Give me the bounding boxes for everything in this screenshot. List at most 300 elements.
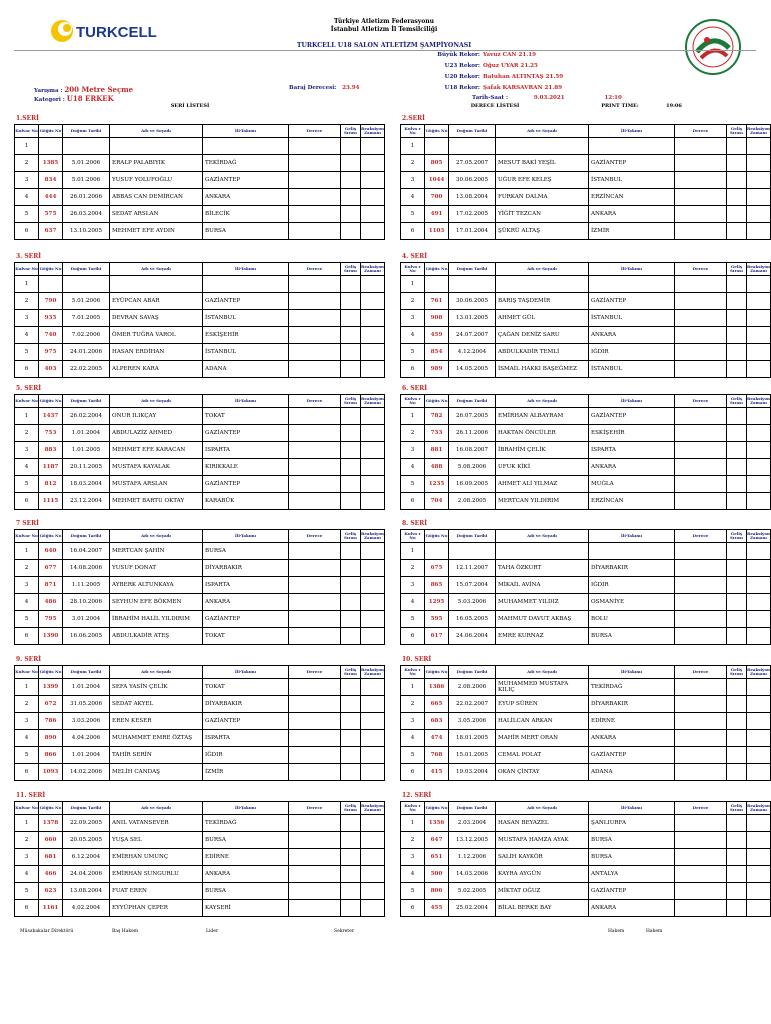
column-header: Geliş Sırası <box>727 666 747 679</box>
table-row <box>401 747 771 764</box>
club-cell: İSTANBUL <box>589 361 675 378</box>
lane-cell: 3 <box>401 310 425 327</box>
dob-cell: 20.05.2005 <box>63 832 110 849</box>
column-header: İli-Takımı <box>589 125 675 138</box>
reaction-cell <box>361 611 385 628</box>
table-row <box>15 442 385 459</box>
dob-cell: 5.01.2006 <box>63 155 110 172</box>
result-cell <box>675 815 727 832</box>
reaction-cell <box>361 696 385 713</box>
place-cell <box>341 223 361 240</box>
reaction-cell <box>361 476 385 493</box>
table-row <box>15 543 385 560</box>
lane-cell: 1 <box>401 679 425 696</box>
place-cell <box>727 900 747 917</box>
bib-cell: 637 <box>39 223 63 240</box>
name-cell: EMİRHAN ALBAYRAM <box>496 408 589 425</box>
table-row <box>401 815 771 832</box>
table-row <box>15 611 385 628</box>
dob-cell: 1.01.2005 <box>63 442 110 459</box>
series-title: 11. SERİ <box>16 792 46 799</box>
table-row <box>401 327 771 344</box>
column-header: Derece <box>675 395 727 408</box>
club-cell: TOKAT <box>203 679 289 696</box>
table-row <box>401 189 771 206</box>
reaction-cell <box>747 900 771 917</box>
dob-cell: 26.02.2004 <box>63 408 110 425</box>
bib-cell: 795 <box>39 611 63 628</box>
column-header: Geliş Sırası <box>727 263 747 276</box>
name-cell: UFUK KİKİ <box>496 459 589 476</box>
dob-cell: 26.01.2006 <box>63 189 110 206</box>
result-cell <box>289 189 341 206</box>
dob-cell: 18.01.2005 <box>449 730 496 747</box>
bib-cell: 935 <box>39 310 63 327</box>
dob-cell: 24.01.2006 <box>63 344 110 361</box>
lane-cell: 2 <box>401 696 425 713</box>
dob-cell: 13.08.2004 <box>63 883 110 900</box>
dob-cell: 28.10.2006 <box>63 594 110 611</box>
lane-cell: 6 <box>15 628 39 645</box>
place-cell <box>727 611 747 628</box>
result-cell <box>289 172 341 189</box>
column-header: Derece <box>675 530 727 543</box>
reaction-cell <box>747 594 771 611</box>
club-cell: BURSA <box>589 628 675 645</box>
club-cell: İSTANBUL <box>203 310 289 327</box>
bib-cell: 806 <box>425 883 449 900</box>
column-header: Reaksiyon Zamanı <box>361 125 385 138</box>
name-cell: EYUP SÜREN <box>496 696 589 713</box>
result-cell <box>289 815 341 832</box>
bib-cell <box>39 276 63 293</box>
bib-cell: 486 <box>39 594 63 611</box>
reaction-cell <box>361 730 385 747</box>
bib-cell: 881 <box>425 442 449 459</box>
lane-cell: 1 <box>401 138 425 155</box>
place-cell <box>727 866 747 883</box>
club-cell <box>589 276 675 293</box>
lane-cell: 5 <box>401 476 425 493</box>
place-cell <box>341 560 361 577</box>
reaction-cell <box>361 747 385 764</box>
reaction-cell <box>747 206 771 223</box>
place-cell <box>727 310 747 327</box>
series-table <box>400 529 771 645</box>
result-cell <box>675 327 727 344</box>
print-time-value: 19:06 <box>666 103 682 109</box>
dob-cell: 5.01.2006 <box>63 172 110 189</box>
bib-cell: 975 <box>39 344 63 361</box>
dob-cell: 25.02.2004 <box>449 900 496 917</box>
result-cell <box>289 900 341 917</box>
result-cell <box>675 577 727 594</box>
lane-cell: 5 <box>401 206 425 223</box>
place-cell <box>727 696 747 713</box>
place-cell <box>727 747 747 764</box>
lane-cell: 2 <box>15 560 39 577</box>
lane-cell: 6 <box>401 223 425 240</box>
table-row <box>15 560 385 577</box>
table-row <box>401 276 771 293</box>
lane-cell: 4 <box>15 730 39 747</box>
bib-cell: 1161 <box>39 900 63 917</box>
series-table <box>14 262 385 378</box>
place-cell <box>341 408 361 425</box>
table-row <box>15 713 385 730</box>
lane-cell: 6 <box>15 493 39 510</box>
lane-cell: 4 <box>401 594 425 611</box>
name-cell: HALİLCAN ARKAN <box>496 713 589 730</box>
lane-cell: 6 <box>15 900 39 917</box>
reaction-cell <box>747 611 771 628</box>
table-row <box>401 155 771 172</box>
column-header: Doğum Tarihi <box>449 395 496 408</box>
club-cell: İZMİR <box>589 223 675 240</box>
bib-cell: 761 <box>425 293 449 310</box>
place-cell <box>341 327 361 344</box>
result-cell <box>675 764 727 781</box>
place-cell <box>727 713 747 730</box>
column-header: Reaksiyon Zamanı <box>361 530 385 543</box>
column-header: Kulvar No <box>15 263 39 276</box>
result-cell <box>289 866 341 883</box>
bib-cell: 1235 <box>425 476 449 493</box>
name-cell: EREN KESER <box>110 713 203 730</box>
name-cell: KAYRA AYGÜN <box>496 866 589 883</box>
lane-cell: 6 <box>401 628 425 645</box>
place-cell <box>341 849 361 866</box>
table-row <box>401 459 771 476</box>
place-cell <box>727 730 747 747</box>
column-header: Kulvar No <box>15 125 39 138</box>
series-section <box>400 384 770 510</box>
club-cell: GAZİANTEP <box>589 883 675 900</box>
bib-cell: 660 <box>39 832 63 849</box>
column-header: İli-Takımı <box>589 802 675 815</box>
series-section <box>400 791 770 917</box>
club-cell: ANKARA <box>589 730 675 747</box>
place-cell <box>727 344 747 361</box>
result-cell <box>675 138 727 155</box>
column-header: Doğum Tarihi <box>63 125 110 138</box>
place-cell <box>341 310 361 327</box>
result-cell <box>675 408 727 425</box>
place-cell <box>341 293 361 310</box>
name-cell: ABDULKADİR ATEŞ <box>110 628 203 645</box>
club-cell: ESKİŞEHİR <box>203 327 289 344</box>
column-header: Geliş Sırası <box>727 395 747 408</box>
bib-cell: 1356 <box>425 815 449 832</box>
name-cell: EMRE KURNAZ <box>496 628 589 645</box>
series-section <box>14 384 384 510</box>
lane-cell: 3 <box>401 849 425 866</box>
dob-cell: 26.03.2004 <box>63 206 110 223</box>
result-cell <box>675 696 727 713</box>
lane-cell: 5 <box>15 206 39 223</box>
place-cell <box>341 594 361 611</box>
column-header: Derece <box>675 802 727 815</box>
result-cell <box>289 764 341 781</box>
footer-director: Müsabakalar Direktörü <box>20 929 74 934</box>
place-cell <box>341 696 361 713</box>
series-section <box>400 114 770 240</box>
dob-cell: 5.03.2006 <box>449 594 496 611</box>
bib-cell: 681 <box>39 849 63 866</box>
reaction-cell <box>361 408 385 425</box>
reaction-cell <box>361 344 385 361</box>
column-header: Derece <box>289 263 341 276</box>
lane-cell: 2 <box>15 832 39 849</box>
lane-cell: 5 <box>15 747 39 764</box>
dob-cell: 24.06.2004 <box>449 628 496 645</box>
table-row <box>15 172 385 189</box>
club-cell: KIRIKKALE <box>203 459 289 476</box>
bib-cell: 1385 <box>39 155 63 172</box>
club-cell <box>589 138 675 155</box>
name-cell <box>110 276 203 293</box>
name-cell: ŞÜKRÜ ALTAŞ <box>496 223 589 240</box>
series-section <box>14 655 384 781</box>
column-header: Geliş Sırası <box>341 666 361 679</box>
reaction-cell <box>361 293 385 310</box>
table-row <box>401 611 771 628</box>
series-title: 5. SERİ <box>16 385 42 392</box>
club-cell <box>589 543 675 560</box>
club-cell: ANTALYA <box>589 866 675 883</box>
column-header: Geliş Sırası <box>727 530 747 543</box>
reaction-cell <box>747 713 771 730</box>
record-u20: U20 Rekor: Batuhan ALTINTAŞ 21.59 <box>444 74 564 80</box>
name-cell: HASAN BEYAZEL <box>496 815 589 832</box>
result-cell <box>675 679 727 696</box>
table-row <box>401 679 771 696</box>
place-cell <box>341 543 361 560</box>
bib-cell: 415 <box>425 764 449 781</box>
bib-cell: 640 <box>39 543 63 560</box>
table-row <box>401 560 771 577</box>
place-cell <box>727 206 747 223</box>
club-cell: İSTANBUL <box>203 344 289 361</box>
reaction-cell <box>361 900 385 917</box>
bib-cell: 989 <box>425 361 449 378</box>
dob-cell: 13.12.2005 <box>449 832 496 849</box>
name-cell: DEVRAN SAVAŞ <box>110 310 203 327</box>
table-row <box>15 900 385 917</box>
column-header: Reaksiyon Zamanı <box>361 666 385 679</box>
reaction-cell <box>361 543 385 560</box>
dob-cell: 1.12.2006 <box>449 849 496 866</box>
bib-cell: 459 <box>425 327 449 344</box>
column-header: Geliş Sırası <box>341 263 361 276</box>
column-header: Kulva r No <box>401 802 425 815</box>
club-cell: IĞDIR <box>589 577 675 594</box>
table-row <box>401 476 771 493</box>
bib-cell <box>425 138 449 155</box>
reaction-cell <box>361 594 385 611</box>
lane-cell: 3 <box>15 577 39 594</box>
table-row <box>401 442 771 459</box>
column-header: Reaksiyon Zamanı <box>361 263 385 276</box>
dob-cell: 16.06.2005 <box>63 628 110 645</box>
footer-judge-2: Hakem <box>646 929 663 934</box>
bib-cell: 1187 <box>39 459 63 476</box>
bib-cell: 665 <box>425 696 449 713</box>
place-cell <box>341 189 361 206</box>
name-cell: AYBERK ALTUNKAYA <box>110 577 203 594</box>
club-cell <box>203 138 289 155</box>
dob-cell: 14.02.2006 <box>63 764 110 781</box>
reaction-cell <box>747 543 771 560</box>
svg-text:TURKCELL: TURKCELL <box>76 24 157 41</box>
club-cell: GAZİANTEP <box>203 172 289 189</box>
place-cell <box>727 883 747 900</box>
bib-cell: 704 <box>425 493 449 510</box>
reaction-cell <box>361 425 385 442</box>
table-row <box>401 223 771 240</box>
column-header: Doğum Tarihi <box>63 802 110 815</box>
name-cell: EYYÜPHAN ÇEPER <box>110 900 203 917</box>
name-cell: ANIL VATANSEVER <box>110 815 203 832</box>
table-row <box>15 849 385 866</box>
lane-cell: 2 <box>15 425 39 442</box>
series-section <box>400 252 770 378</box>
place-cell <box>727 361 747 378</box>
club-cell: EDİRNE <box>203 849 289 866</box>
column-header: Adı ve Soyadı <box>496 802 589 815</box>
bib-cell: 647 <box>425 832 449 849</box>
dob-cell: 5.01.2006 <box>63 293 110 310</box>
name-cell: MUHAMMET EMRE ÖZTAŞ <box>110 730 203 747</box>
bib-cell: 500 <box>425 866 449 883</box>
place-cell <box>341 155 361 172</box>
result-cell <box>675 900 727 917</box>
club-cell: ERZİNCAN <box>589 189 675 206</box>
place-cell <box>727 764 747 781</box>
dob-cell: 16.09.2005 <box>449 476 496 493</box>
dob-cell: 5.02.2005 <box>449 883 496 900</box>
name-cell: MAHMUT DAVUT AKBAŞ <box>496 611 589 628</box>
bib-cell: 883 <box>39 442 63 459</box>
dob-cell: 15.07.2004 <box>449 577 496 594</box>
column-header: Geliş Sırası <box>727 125 747 138</box>
name-cell: FUAT EREN <box>110 883 203 900</box>
name-cell: MEHMET EFE AYDIN <box>110 223 203 240</box>
club-cell: ERZİNCAN <box>589 493 675 510</box>
club-cell: ANKARA <box>203 866 289 883</box>
club-cell: ANKARA <box>203 594 289 611</box>
column-header: Geliş Sırası <box>341 530 361 543</box>
place-cell <box>727 560 747 577</box>
lane-cell: 1 <box>15 543 39 560</box>
result-cell <box>675 459 727 476</box>
championship-title: TURKCELL U18 SALON ATLETİZM ŞAMPİYONASI <box>296 42 472 49</box>
place-cell <box>341 832 361 849</box>
lane-cell: 1 <box>15 138 39 155</box>
place-cell <box>341 138 361 155</box>
column-header: İli-Takımı <box>203 802 289 815</box>
column-header: Doğum Tarihi <box>63 395 110 408</box>
bib-cell: 890 <box>39 730 63 747</box>
name-cell: MERTCAN ŞAHİN <box>110 543 203 560</box>
dob-cell: 30.06.2005 <box>449 172 496 189</box>
club-cell: KARABÜK <box>203 493 289 510</box>
club-cell: ANKARA <box>589 327 675 344</box>
place-cell <box>727 189 747 206</box>
series-title: 8. SERİ <box>402 520 428 527</box>
reaction-cell <box>361 459 385 476</box>
name-cell: TAHA ÖZKURT <box>496 560 589 577</box>
reaction-cell <box>361 832 385 849</box>
table-row <box>401 900 771 917</box>
table-row <box>401 206 771 223</box>
result-cell <box>675 560 727 577</box>
bib-cell: 1437 <box>39 408 63 425</box>
result-cell <box>675 293 727 310</box>
name-cell: YUSUF YOLUFOĞLU <box>110 172 203 189</box>
lane-cell: 4 <box>401 866 425 883</box>
table-row <box>401 594 771 611</box>
dob-cell: 13.08.2004 <box>449 189 496 206</box>
place-cell <box>727 172 747 189</box>
place-cell <box>727 815 747 832</box>
reaction-cell <box>747 344 771 361</box>
column-header: Göğüs No <box>425 125 449 138</box>
lane-cell: 5 <box>401 611 425 628</box>
reaction-cell <box>747 425 771 442</box>
column-header: Derece <box>289 802 341 815</box>
dob-cell <box>449 276 496 293</box>
name-cell: MİKTAT OĞUZ <box>496 883 589 900</box>
reaction-cell <box>361 866 385 883</box>
place-cell <box>341 866 361 883</box>
seri-list-label: SERİ LİSTESİ <box>170 103 210 109</box>
table-row <box>15 276 385 293</box>
category-field: Kategori : U18 ERKEK <box>34 94 114 103</box>
lane-cell: 3 <box>401 172 425 189</box>
dob-cell: 1.11.2005 <box>63 577 110 594</box>
lane-cell: 4 <box>15 594 39 611</box>
place-cell <box>727 594 747 611</box>
table-row <box>401 172 771 189</box>
result-cell <box>289 344 341 361</box>
column-header: Doğum Tarihi <box>449 802 496 815</box>
reaction-cell <box>361 493 385 510</box>
lane-cell: 4 <box>15 866 39 883</box>
footer-judge-1: Hakem <box>608 929 625 934</box>
result-cell <box>289 310 341 327</box>
reaction-cell <box>747 138 771 155</box>
club-cell: ŞANLIURFA <box>589 815 675 832</box>
reaction-cell <box>747 577 771 594</box>
series-title: 10. SERİ <box>402 656 432 663</box>
result-cell <box>289 628 341 645</box>
name-cell: AHMET GÜL <box>496 310 589 327</box>
table-row <box>401 543 771 560</box>
record-u23: U23 Rekor: Oğuz UYAR 21.25 <box>444 63 538 69</box>
bib-cell: 768 <box>425 747 449 764</box>
table-row <box>401 832 771 849</box>
table-row <box>15 628 385 645</box>
name-cell: MUHAMMED MUSTAFA KILIÇ <box>496 679 589 696</box>
name-cell: MEHMET EFE KARACAN <box>110 442 203 459</box>
club-cell: OSMANİYE <box>589 594 675 611</box>
name-cell: HAKTAN ÖNCÜLER <box>496 425 589 442</box>
column-header: İli-Takımı <box>203 395 289 408</box>
name-cell: ÖMER TUĞRA VAROL <box>110 327 203 344</box>
reaction-cell <box>361 189 385 206</box>
club-cell: ANKARA <box>589 900 675 917</box>
